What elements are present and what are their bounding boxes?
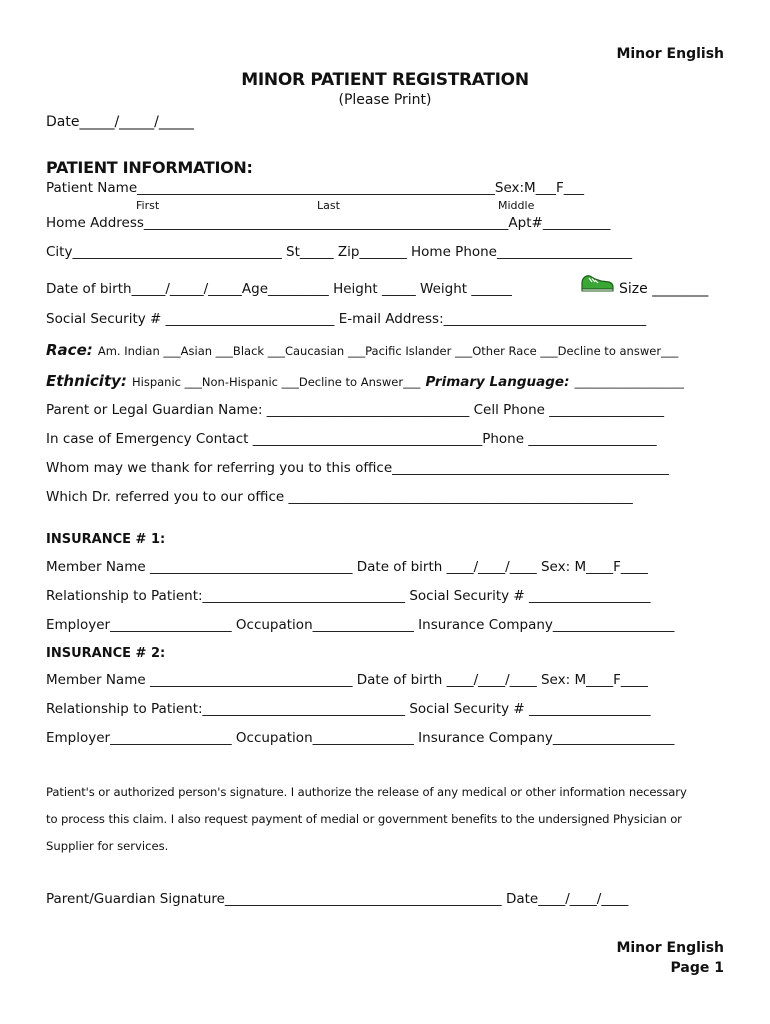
patient-information-heading: PATIENT INFORMATION: xyxy=(46,158,253,177)
insurance-1-member-field[interactable]: Member Name ______________________________ Date of birth ____/____/____ Sex: M____F____ xyxy=(46,559,648,575)
authorization-text-line-2: to process this claim. I also request payment of medial or government benefits to the undersigned Physician or xyxy=(46,812,682,826)
guardian-signature-date-field[interactable]: Parent/Guardian Signature_________________________________________ Date____/____/____ xyxy=(46,891,629,907)
primary-language-field[interactable]: ___________________ xyxy=(574,375,684,389)
ethnicity-label: Ethnicity: xyxy=(46,372,127,390)
authorization-text-line-3: Supplier for services. xyxy=(46,839,169,853)
form-title: MINOR PATIENT REGISTRATION xyxy=(241,70,529,90)
insurance-1-employer-field[interactable]: Employer__________________ Occupation_______________ Insurance Company__________________ xyxy=(46,617,675,633)
emergency-contact-field[interactable]: In case of Emergency Contact __________________________________Phone ___________________ xyxy=(46,431,657,447)
footer-language-label: Minor English xyxy=(616,940,724,956)
guardian-name-cell-field[interactable]: Parent or Legal Guardian Name: ______________________________ Cell Phone _________________ xyxy=(46,402,664,418)
insurance-1-heading: INSURANCE # 1: xyxy=(46,532,166,547)
form-subtitle: (Please Print) xyxy=(338,92,432,108)
date-field[interactable]: Date_____/_____/_____ xyxy=(46,114,194,130)
insurance-2-heading: INSURANCE # 2: xyxy=(46,646,166,661)
ethnicity-options-field[interactable]: Hispanic ___Non-Hispanic ___Decline to Answer___ xyxy=(132,375,421,389)
sneaker-icon xyxy=(579,270,615,294)
city-zip-phone-field[interactable]: City_______________________________ St_____ Zip_______ Home Phone____________________ xyxy=(46,244,632,260)
home-address-field[interactable]: Home Address______________________________________________________Apt#__________ xyxy=(46,215,611,231)
authorization-text-line-1: Patient's or authorized person's signature. I authorize the release of any medical or other information necessary xyxy=(46,785,687,799)
ssn-email-field[interactable]: Social Security # _________________________ E-mail Address:______________________________ xyxy=(46,311,647,327)
race-label: Race: xyxy=(46,341,93,359)
primary-language-label: Primary Language: xyxy=(425,374,570,390)
ethnicity-row xyxy=(46,371,684,390)
patient-name-field[interactable]: Patient Name_____________________________________________________Sex:M___F___ xyxy=(46,180,584,196)
race-row xyxy=(46,340,678,359)
insurance-2-employer-field[interactable]: Employer__________________ Occupation_______________ Insurance Company__________________ xyxy=(46,730,675,746)
referring-doctor-field[interactable]: Which Dr. referred you to our office ___________________________________________________ xyxy=(46,489,633,505)
dob-age-height-weight-field[interactable]: Date of birth_____/_____/_____Age_________ Height _____ Weight ______ xyxy=(46,281,512,297)
form-language-label-top: Minor English xyxy=(616,46,724,62)
insurance-2-member-field[interactable]: Member Name ______________________________ Date of birth ____/____/____ Sex: M____F____ xyxy=(46,672,648,688)
insurance-1-relationship-field[interactable]: Relationship to Patient:______________________________ Social Security # __________________ xyxy=(46,588,651,604)
shoe-size-field[interactable]: Size ________ xyxy=(619,281,709,297)
name-sub-last: Last xyxy=(317,199,340,212)
referral-thanks-field[interactable]: Whom may we thank for referring you to this office_________________________________________ xyxy=(46,460,669,476)
race-options-field[interactable]: Am. Indian ___Asian ___Black ___Caucasian ___Pacific Islander ___Other Race ___Decline to answer___ xyxy=(97,344,679,358)
insurance-2-relationship-field[interactable]: Relationship to Patient:______________________________ Social Security # __________________ xyxy=(46,701,651,717)
name-sub-middle: Middle xyxy=(498,199,535,212)
page-number: Page 1 xyxy=(670,960,724,976)
name-sub-first: First xyxy=(136,199,160,212)
